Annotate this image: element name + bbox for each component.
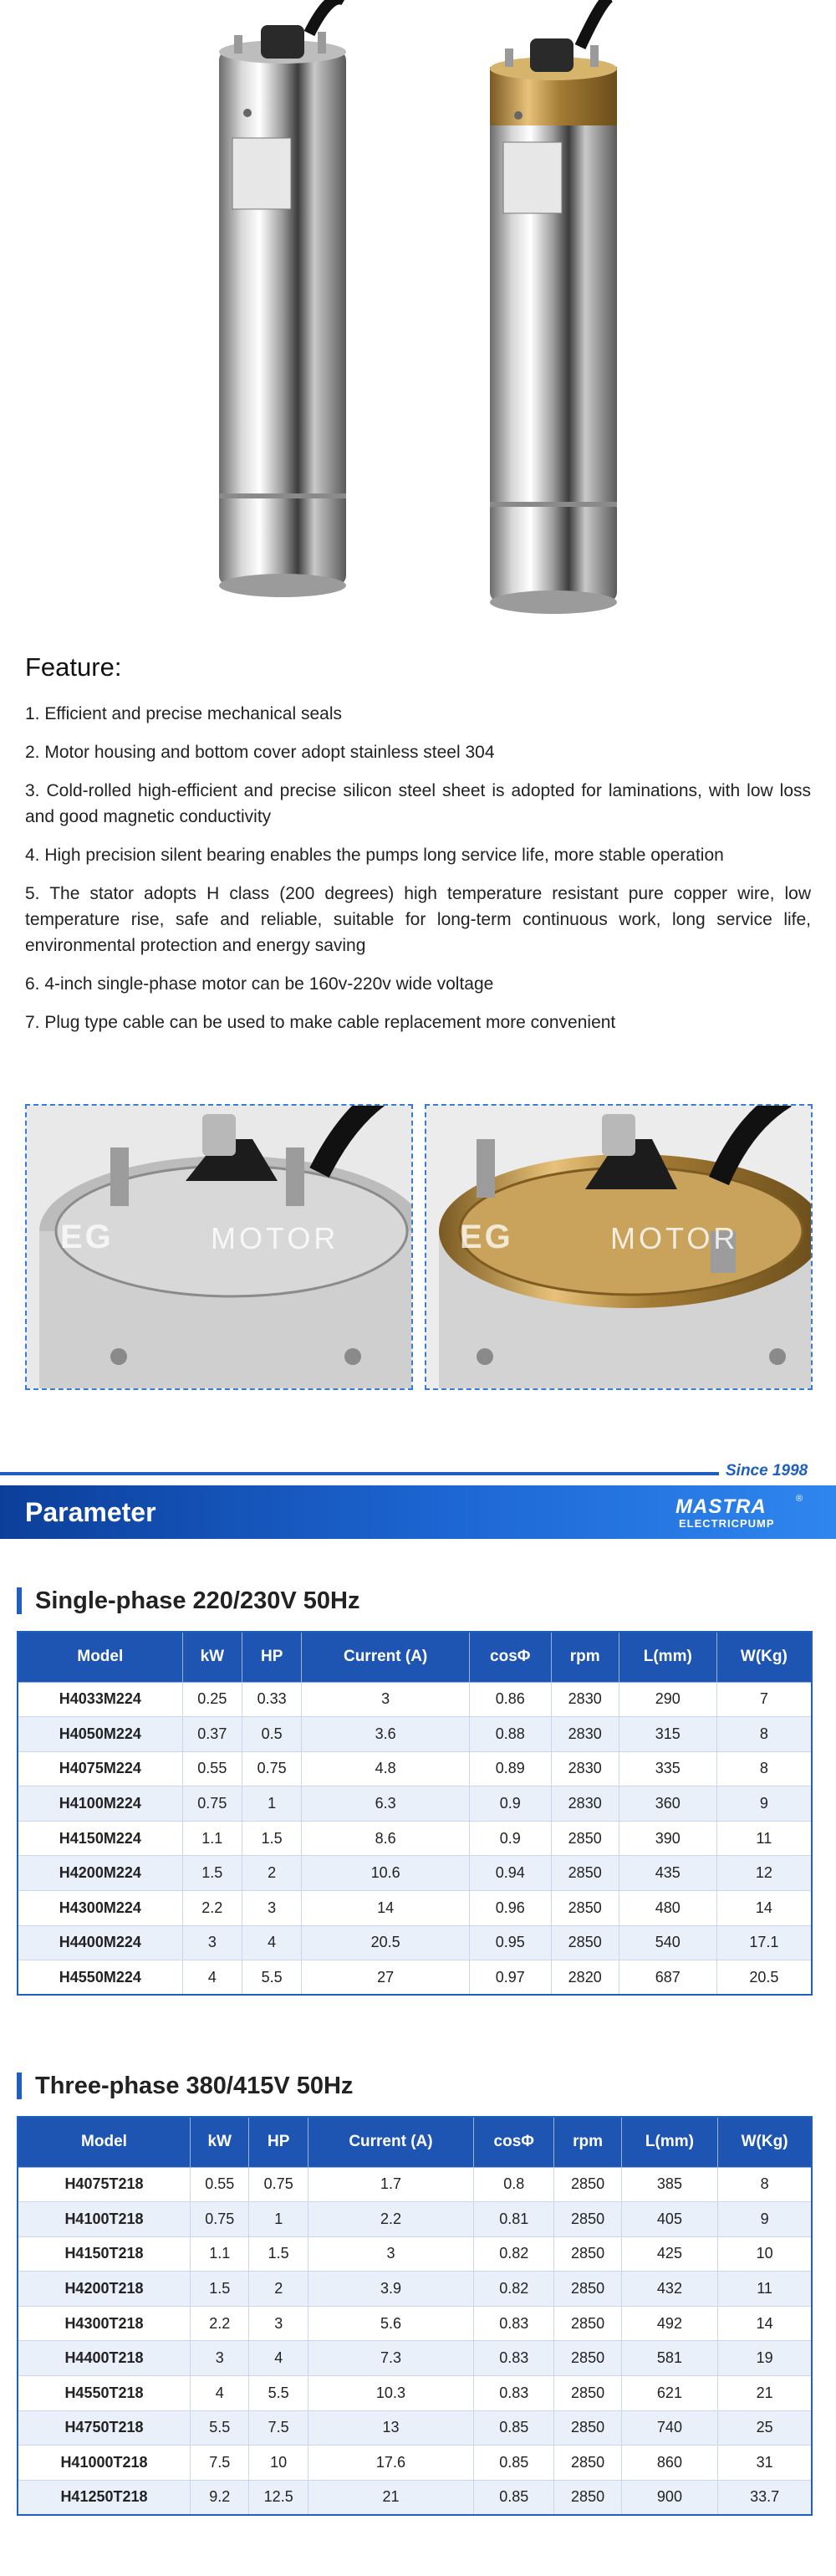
table-cell: 335: [619, 1751, 716, 1786]
table-cell: 14: [302, 1891, 470, 1926]
model-cell: H4200M224: [18, 1856, 182, 1891]
table-cell: 2: [242, 1856, 302, 1891]
table-cell: 7.5: [190, 2446, 248, 2481]
model-cell: H4750T218: [18, 2410, 190, 2446]
table-cell: 0.9: [469, 1821, 551, 1856]
model-cell: H4400T218: [18, 2341, 190, 2376]
feature-item: 7. Plug type cable can be used to make cable replacement more convenient: [25, 1013, 616, 1032]
column-header: W(Kg): [718, 2117, 812, 2167]
table-cell: 19: [718, 2341, 812, 2376]
table-cell: 3.6: [302, 1717, 470, 1752]
table-cell: 2850: [554, 2480, 621, 2515]
table-cell: 492: [621, 2306, 717, 2341]
model-cell: H4300T218: [18, 2306, 190, 2341]
table-cell: 2820: [551, 1960, 619, 1996]
model-cell: H4400M224: [18, 1925, 182, 1960]
table-cell: 0.86: [469, 1682, 551, 1717]
table-cell: 11: [718, 2272, 812, 2307]
table-cell: 315: [619, 1717, 716, 1752]
table-cell: 0.83: [473, 2376, 553, 2411]
column-header: HP: [249, 2117, 308, 2167]
table-cell: 0.82: [473, 2272, 553, 2307]
table-row: [18, 2480, 812, 2515]
table-row: [18, 1925, 812, 1960]
table-cell: 10: [718, 2236, 812, 2272]
parameter-title: Parameter: [25, 1497, 156, 1527]
table-cell: 12.5: [249, 2480, 308, 2515]
table-cell: 0.82: [473, 2236, 553, 2272]
motor-illustration: [0, 0, 836, 636]
table-row: [18, 2410, 812, 2446]
column-header: rpm: [554, 2117, 621, 2167]
table-cell: 0.75: [190, 2202, 248, 2237]
table-cell: 1.1: [182, 1821, 242, 1856]
table-cell: 0.85: [473, 2480, 553, 2515]
table-cell: 8: [718, 2167, 812, 2202]
table-row: [18, 1751, 812, 1786]
table-cell: 405: [621, 2202, 717, 2237]
model-cell: H4100M224: [18, 1786, 182, 1822]
table-cell: 0.33: [242, 1682, 302, 1717]
column-header: kW: [190, 2117, 248, 2167]
table-cell: 8: [716, 1717, 812, 1752]
table-row: [18, 1891, 812, 1926]
table-cell: 2830: [551, 1786, 619, 1822]
table-cell: 2: [249, 2272, 308, 2307]
table-cell: 290: [619, 1682, 716, 1717]
detail-photos: [25, 1104, 813, 1390]
table-cell: 435: [619, 1856, 716, 1891]
detail-photo-steel: [25, 1104, 413, 1390]
table-cell: 7.3: [308, 2341, 473, 2376]
column-header: L(mm): [621, 2117, 717, 2167]
model-cell: H4033M224: [18, 1682, 182, 1717]
column-header: Current (A): [308, 2117, 473, 2167]
column-header: kW: [182, 1632, 242, 1682]
table-cell: 21: [308, 2480, 473, 2515]
table-cell: 9.2: [190, 2480, 248, 2515]
table-cell: 2850: [554, 2202, 621, 2237]
table-cell: 390: [619, 1821, 716, 1856]
three-phase-title: Three-phase 380/415V 50Hz: [17, 2073, 353, 2099]
feature-item: 1. Efficient and precise mechanical seals: [25, 704, 342, 723]
since-label: Since 1998: [726, 1462, 808, 1480]
model-cell: H4550T218: [18, 2376, 190, 2411]
table-cell: 10: [249, 2446, 308, 2481]
column-header: W(Kg): [716, 1632, 812, 1682]
table-cell: 2830: [551, 1682, 619, 1717]
table-cell: 0.37: [182, 1717, 242, 1752]
feature-item: 4. High precision silent bearing enables the pumps long service life, more stable operation: [25, 846, 724, 865]
column-header: HP: [242, 1632, 302, 1682]
table-row: [18, 2341, 812, 2376]
table-cell: 2830: [551, 1751, 619, 1786]
table-cell: 2850: [551, 1856, 619, 1891]
table-cell: 0.85: [473, 2410, 553, 2446]
table-cell: 540: [619, 1925, 716, 1960]
watermark-motor: MOTOR: [211, 1221, 339, 1255]
watermark-brand: EG: [460, 1219, 513, 1255]
model-cell: H4050M224: [18, 1717, 182, 1752]
feature-item: 3. Cold-rolled high-efficient and precise silicon steel sheet is adopted for laminations, with low loss and good magnetic conductivity: [25, 781, 811, 826]
table-cell: 2850: [554, 2272, 621, 2307]
table-cell: 1.5: [182, 1856, 242, 1891]
table-cell: 21: [718, 2376, 812, 2411]
table-cell: 5.5: [190, 2410, 248, 2446]
table-cell: 3: [182, 1925, 242, 1960]
feature-section: [25, 652, 811, 1048]
table-cell: 17.1: [716, 1925, 812, 1960]
table-cell: 14: [718, 2306, 812, 2341]
table-cell: 0.75: [242, 1751, 302, 1786]
table-cell: 740: [621, 2410, 717, 2446]
table-row: [18, 2306, 812, 2341]
table-cell: 3: [308, 2236, 473, 2272]
table-cell: 2850: [551, 1821, 619, 1856]
table-cell: 1.5: [190, 2272, 248, 2307]
table-cell: 0.81: [473, 2202, 553, 2237]
model-cell: H4300M224: [18, 1891, 182, 1926]
feature-item: 2. Motor housing and bottom cover adopt stainless steel 304: [25, 743, 495, 762]
registered-mark: ®: [796, 1494, 803, 1504]
table-cell: 33.7: [718, 2480, 812, 2515]
model-cell: H4550M224: [18, 1960, 182, 1996]
brand-logo: [669, 1494, 811, 1532]
table-cell: 8.6: [302, 1821, 470, 1856]
table-cell: 13: [308, 2410, 473, 2446]
table-cell: 8: [716, 1751, 812, 1786]
column-header: cosΦ: [469, 1632, 551, 1682]
table-cell: 0.89: [469, 1751, 551, 1786]
column-header: L(mm): [619, 1632, 716, 1682]
table-cell: 2.2: [182, 1891, 242, 1926]
table-cell: 5.6: [308, 2306, 473, 2341]
parameter-banner: [0, 1485, 836, 1539]
table-cell: 432: [621, 2272, 717, 2307]
model-cell: H4150T218: [18, 2236, 190, 2272]
table-row: [18, 1821, 812, 1856]
table-cell: 20.5: [302, 1925, 470, 1960]
table-cell: 1: [249, 2202, 308, 2237]
table-cell: 20.5: [716, 1960, 812, 1996]
table-cell: 9: [718, 2202, 812, 2237]
column-header: Model: [18, 2117, 190, 2167]
table-cell: 6.3: [302, 1786, 470, 1822]
table-cell: 0.25: [182, 1682, 242, 1717]
table-cell: 2850: [554, 2376, 621, 2411]
table-cell: 0.55: [190, 2167, 248, 2202]
table-cell: 4: [249, 2341, 308, 2376]
feature-item: 5. The stator adopts H class (200 degrees) high temperature resistant pure copper wire, low temperature rise, safe and reliable, suitable for long-term continuous work, long service life, environmental protection and energy saving: [25, 884, 811, 955]
table-cell: 0.83: [473, 2306, 553, 2341]
table-row: [18, 1786, 812, 1822]
table-cell: 0.75: [182, 1786, 242, 1822]
table-row: [18, 2446, 812, 2481]
table-row: [18, 2376, 812, 2411]
product-hero-image: [0, 0, 836, 636]
column-header: rpm: [551, 1632, 619, 1682]
table-cell: 2850: [551, 1925, 619, 1960]
table-cell: 4: [190, 2376, 248, 2411]
watermark-motor: MOTOR: [610, 1221, 739, 1255]
watermark-brand: EG: [60, 1219, 114, 1255]
table-cell: 480: [619, 1891, 716, 1926]
motor-right: [490, 0, 617, 614]
table-row: [18, 2202, 812, 2237]
table-cell: 31: [718, 2446, 812, 2481]
column-header: cosΦ: [473, 2117, 553, 2167]
model-cell: H41250T218: [18, 2480, 190, 2515]
table-cell: 2850: [554, 2341, 621, 2376]
table-cell: 2850: [554, 2306, 621, 2341]
table-cell: 0.8: [473, 2167, 553, 2202]
table-cell: 1: [242, 1786, 302, 1822]
model-cell: H4075M224: [18, 1751, 182, 1786]
table-cell: 2850: [554, 2446, 621, 2481]
table-cell: 2830: [551, 1717, 619, 1752]
feature-title: Feature:: [25, 652, 122, 682]
table-cell: 25: [718, 2410, 812, 2446]
feature-item: 6. 4-inch single-phase motor can be 160v-220v wide voltage: [25, 974, 494, 994]
table-cell: 0.94: [469, 1856, 551, 1891]
single-phase-title: Single-phase 220/230V 50Hz: [17, 1587, 359, 1614]
since-divider: [0, 1472, 719, 1475]
table-cell: 0.5: [242, 1717, 302, 1752]
table-header-row: [18, 2117, 812, 2167]
table-cell: 14: [716, 1891, 812, 1926]
single-phase-table: [17, 1631, 813, 1996]
table-cell: 0.88: [469, 1717, 551, 1752]
table-cell: 2.2: [190, 2306, 248, 2341]
table-cell: 4: [182, 1960, 242, 1996]
table-cell: 3: [190, 2341, 248, 2376]
table-cell: 0.97: [469, 1960, 551, 1996]
table-cell: 5.5: [249, 2376, 308, 2411]
table-cell: 1.5: [249, 2236, 308, 2272]
table-row: [18, 2167, 812, 2202]
model-cell: H4150M224: [18, 1821, 182, 1856]
table-cell: 385: [621, 2167, 717, 2202]
table-cell: 3: [302, 1682, 470, 1717]
motor-left: [219, 0, 346, 597]
table-cell: 2.2: [308, 2202, 473, 2237]
table-cell: 1.5: [242, 1821, 302, 1856]
table-cell: 11: [716, 1821, 812, 1856]
table-cell: 2850: [554, 2410, 621, 2446]
table-cell: 17.6: [308, 2446, 473, 2481]
table-row: [18, 1682, 812, 1717]
model-cell: H4075T218: [18, 2167, 190, 2202]
model-cell: H4200T218: [18, 2272, 190, 2307]
brand-logo-mark: MASTRA: [675, 1495, 767, 1518]
table-cell: 4.8: [302, 1751, 470, 1786]
table-row: [18, 1960, 812, 1996]
table-cell: 4: [242, 1925, 302, 1960]
table-cell: 0.75: [249, 2167, 308, 2202]
model-cell: H4100T218: [18, 2202, 190, 2237]
table-cell: 0.95: [469, 1925, 551, 1960]
table-cell: 687: [619, 1960, 716, 1996]
column-header: Current (A): [302, 1632, 470, 1682]
brand-logo-subtitle: ELECTRICPUMP: [679, 1517, 775, 1530]
table-cell: 3: [242, 1891, 302, 1926]
column-header: Model: [18, 1632, 182, 1682]
table-cell: 1.7: [308, 2167, 473, 2202]
table-cell: 1.1: [190, 2236, 248, 2272]
table-cell: 2850: [554, 2167, 621, 2202]
table-cell: 900: [621, 2480, 717, 2515]
table-cell: 2850: [554, 2236, 621, 2272]
table-row: [18, 1717, 812, 1752]
table-row: [18, 1856, 812, 1891]
table-cell: 7.5: [249, 2410, 308, 2446]
table-cell: 0.83: [473, 2341, 553, 2376]
table-row: [18, 2272, 812, 2307]
table-cell: 360: [619, 1786, 716, 1822]
table-cell: 7: [716, 1682, 812, 1717]
table-cell: 425: [621, 2236, 717, 2272]
table-cell: 2850: [551, 1891, 619, 1926]
table-cell: 0.55: [182, 1751, 242, 1786]
table-cell: 10.6: [302, 1856, 470, 1891]
table-cell: 3: [249, 2306, 308, 2341]
detail-photo-brass: [425, 1104, 813, 1390]
table-cell: 3.9: [308, 2272, 473, 2307]
table-cell: 10.3: [308, 2376, 473, 2411]
table-cell: 621: [621, 2376, 717, 2411]
table-cell: 5.5: [242, 1960, 302, 1996]
table-cell: 12: [716, 1856, 812, 1891]
table-cell: 581: [621, 2341, 717, 2376]
table-cell: 27: [302, 1960, 470, 1996]
three-phase-table: [17, 2116, 813, 2516]
table-header-row: [18, 1632, 812, 1682]
table-row: [18, 2236, 812, 2272]
model-cell: H41000T218: [18, 2446, 190, 2481]
table-cell: 860: [621, 2446, 717, 2481]
table-cell: 0.85: [473, 2446, 553, 2481]
table-cell: 0.9: [469, 1786, 551, 1822]
table-cell: 0.96: [469, 1891, 551, 1926]
table-cell: 9: [716, 1786, 812, 1822]
